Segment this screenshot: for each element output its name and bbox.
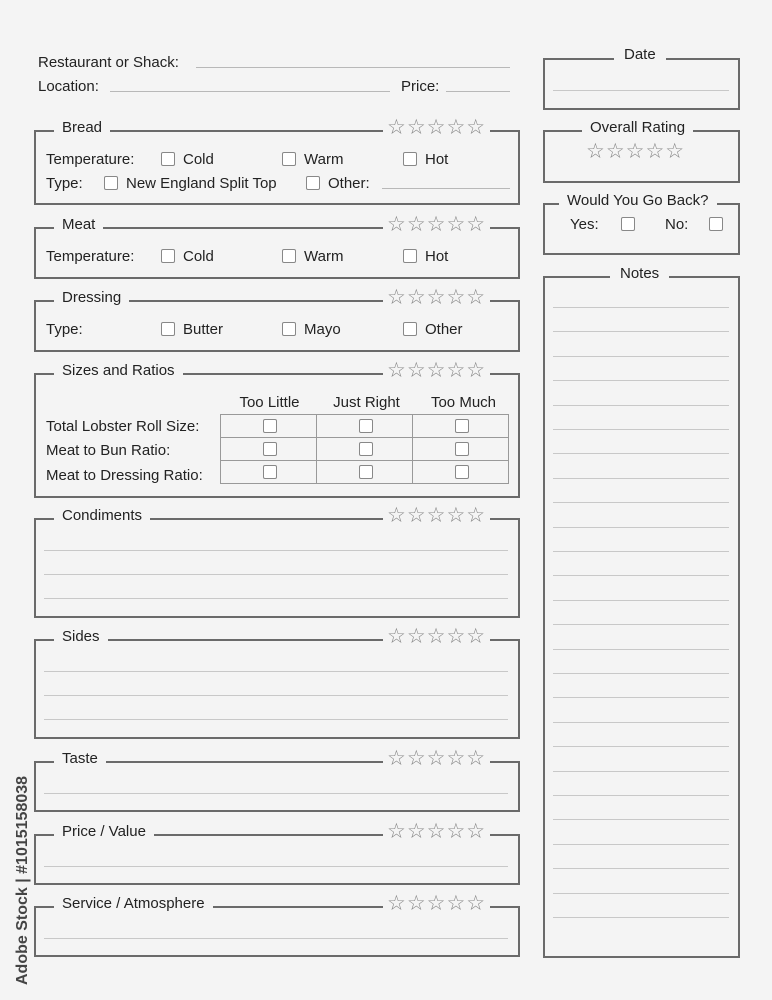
dressing-title: Dressing [54, 289, 129, 307]
bread-warm-label: Warm [304, 151, 344, 168]
meat-dressing-too-much-checkbox[interactable] [455, 465, 469, 479]
row-label-meat-to-bun: Meat to Bun Ratio: [46, 442, 171, 459]
table-row [221, 461, 509, 484]
go-back-title: Would You Go Back? [559, 192, 717, 210]
writing-line[interactable] [44, 938, 508, 939]
bread-split-top-checkbox[interactable] [104, 176, 118, 190]
notes-writing-line[interactable] [553, 380, 729, 381]
overall-rating-title: Overall Rating [582, 119, 693, 137]
dressing-other-label: Other [425, 321, 463, 338]
notes-writing-line[interactable] [553, 722, 729, 723]
notes-writing-line[interactable] [553, 405, 729, 406]
bread-other-input-line[interactable] [382, 188, 510, 189]
restaurant-label: Restaurant or Shack: [38, 54, 179, 71]
bread-type-label: Type: [46, 175, 83, 192]
writing-line[interactable] [44, 695, 508, 696]
condiments-star-rating[interactable]: ☆☆☆☆☆ [383, 504, 490, 526]
go-back-no-checkbox[interactable] [709, 217, 723, 231]
bread-star-rating[interactable]: ☆☆☆☆☆ [383, 116, 490, 138]
meat-dressing-too-little-checkbox[interactable] [263, 465, 277, 479]
service-title: Service / Atmosphere [54, 895, 213, 913]
column-header-too-much: Too Much [430, 394, 497, 411]
column-header-just-right: Just Right [333, 394, 400, 411]
meat-cold-checkbox[interactable] [161, 249, 175, 263]
notes-writing-line[interactable] [553, 624, 729, 625]
price-value-title: Price / Value [54, 823, 154, 841]
condiments-title: Condiments [54, 507, 150, 525]
notes-writing-line[interactable] [553, 478, 729, 479]
row-label-meat-to-dressing: Meat to Dressing Ratio: [46, 467, 203, 484]
meat-warm-checkbox[interactable] [282, 249, 296, 263]
date-title: Date [614, 46, 666, 64]
notes-writing-line[interactable] [553, 917, 729, 918]
total-size-too-much-checkbox[interactable] [455, 419, 469, 433]
location-label: Location: [38, 78, 99, 95]
notes-writing-line[interactable] [553, 527, 729, 528]
bread-warm-checkbox[interactable] [282, 152, 296, 166]
bread-hot-label: Hot [425, 151, 449, 168]
price-input-line[interactable] [446, 91, 510, 92]
sizes-star-rating[interactable]: ☆☆☆☆☆ [383, 359, 490, 381]
sides-title: Sides [54, 628, 108, 646]
meat-title: Meat [54, 216, 103, 234]
bread-split-top-label: New England Split Top [126, 175, 277, 192]
total-size-too-little-checkbox[interactable] [263, 419, 277, 433]
meat-dressing-just-right-checkbox[interactable] [359, 465, 373, 479]
writing-line[interactable] [44, 866, 508, 867]
meat-warm-label: Warm [304, 248, 344, 265]
notes-writing-line[interactable] [553, 307, 729, 308]
notes-writing-line[interactable] [553, 575, 729, 576]
go-back-yes-checkbox[interactable] [621, 217, 635, 231]
writing-line[interactable] [44, 550, 508, 551]
notes-writing-line[interactable] [553, 795, 729, 796]
notes-writing-line[interactable] [553, 844, 729, 845]
writing-line[interactable] [44, 671, 508, 672]
meat-bun-just-right-checkbox[interactable] [359, 442, 373, 456]
notes-writing-line[interactable] [553, 697, 729, 698]
notes-writing-line[interactable] [553, 551, 729, 552]
notes-writing-line[interactable] [553, 453, 729, 454]
dressing-mayo-checkbox[interactable] [282, 322, 296, 336]
notes-writing-line[interactable] [553, 893, 729, 894]
bread-other-checkbox[interactable] [306, 176, 320, 190]
notes-writing-line[interactable] [553, 331, 729, 332]
bread-temperature-label: Temperature: [46, 151, 135, 168]
writing-line[interactable] [44, 598, 508, 599]
notes-writing-line[interactable] [553, 600, 729, 601]
table-row [221, 415, 509, 438]
dressing-butter-checkbox[interactable] [161, 322, 175, 336]
notes-writing-line[interactable] [553, 771, 729, 772]
notes-title: Notes [610, 265, 669, 283]
notes-writing-line[interactable] [553, 746, 729, 747]
dressing-mayo-label: Mayo [304, 321, 341, 338]
row-label-total-size: Total Lobster Roll Size: [46, 418, 200, 435]
notes-writing-line[interactable] [553, 356, 729, 357]
writing-line[interactable] [44, 793, 508, 794]
meat-temperature-label: Temperature: [46, 248, 135, 265]
bread-title: Bread [54, 119, 110, 137]
dressing-star-rating[interactable]: ☆☆☆☆☆ [383, 286, 490, 308]
notes-writing-line[interactable] [553, 868, 729, 869]
dressing-butter-label: Butter [183, 321, 224, 338]
bread-other-label: Other: [328, 175, 370, 192]
meat-cold-label: Cold [183, 248, 214, 265]
meat-bun-too-little-checkbox[interactable] [263, 442, 277, 456]
notes-writing-line[interactable] [553, 429, 729, 430]
service-star-rating[interactable]: ☆☆☆☆☆ [383, 892, 490, 914]
meat-hot-label: Hot [425, 248, 449, 265]
writing-line[interactable] [44, 719, 508, 720]
bread-cold-checkbox[interactable] [161, 152, 175, 166]
taste-title: Taste [54, 750, 106, 768]
bread-cold-label: Cold [183, 151, 214, 168]
notes-writing-line[interactable] [553, 819, 729, 820]
overall-star-rating[interactable]: ☆☆☆☆☆ [586, 139, 686, 163]
location-input-line[interactable] [110, 91, 390, 92]
watermark: Adobe Stock | #1015158038 [14, 775, 31, 985]
restaurant-input-line[interactable] [196, 67, 510, 68]
notes-writing-line[interactable] [553, 649, 729, 650]
taste-star-rating[interactable]: ☆☆☆☆☆ [383, 747, 490, 769]
bread-hot-checkbox[interactable] [403, 152, 417, 166]
price-label: Price: [401, 78, 440, 95]
writing-line[interactable] [44, 574, 508, 575]
dressing-other-checkbox[interactable] [403, 322, 417, 336]
date-input-line[interactable] [553, 90, 729, 91]
meat-star-rating[interactable]: ☆☆☆☆☆ [383, 213, 490, 235]
table-row [221, 438, 509, 461]
total-size-just-right-checkbox[interactable] [359, 419, 373, 433]
go-back-no-label: No: [665, 216, 689, 233]
sides-star-rating[interactable]: ☆☆☆☆☆ [383, 625, 490, 647]
notes-writing-line[interactable] [553, 502, 729, 503]
column-header-too-little: Too Little [239, 394, 300, 411]
dressing-type-label: Type: [46, 321, 83, 338]
go-back-yes-label: Yes: [570, 216, 599, 233]
notes-writing-line[interactable] [553, 673, 729, 674]
sizes-title: Sizes and Ratios [54, 362, 183, 380]
meat-hot-checkbox[interactable] [403, 249, 417, 263]
price-value-star-rating[interactable]: ☆☆☆☆☆ [383, 820, 490, 842]
meat-bun-too-much-checkbox[interactable] [455, 442, 469, 456]
ratio-grid [220, 414, 509, 484]
